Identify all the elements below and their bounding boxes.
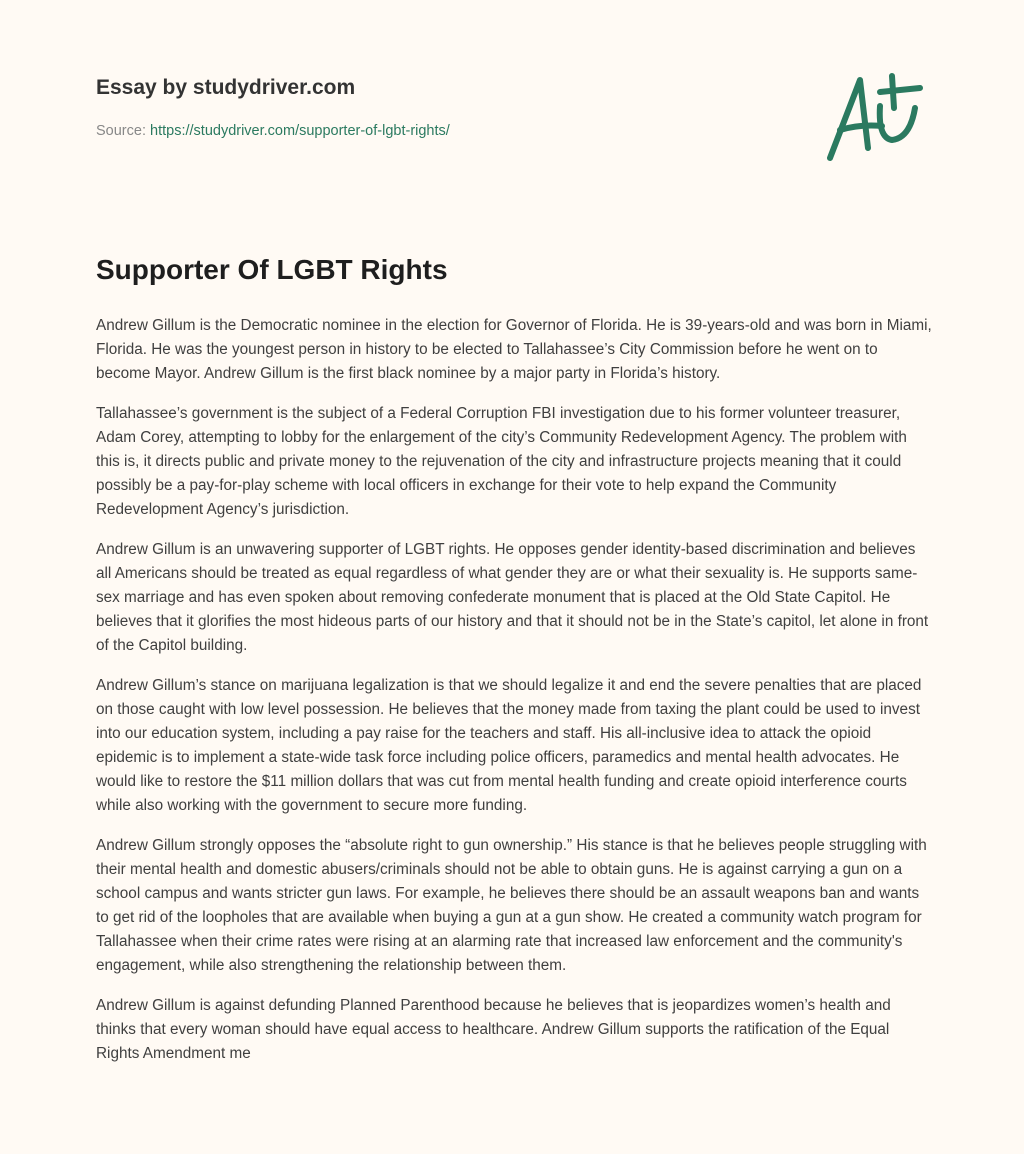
paragraph: Andrew Gillum is the Democratic nominee in the election for Governor of Florida. He is 39-years-old and was born in Miami, Florida. He was the youngest person in history to be elected to Tallahassee’s City Commission before he went on to become Mayor. Andrew Gillum is the first black nominee by a major party in Florida’s history. — [96, 317, 932, 382]
paragraph: Andrew Gillum is against defunding Planned Parenthood because he believes that is jeopardizes women’s health and thinks that every woman should have equal access to healthcare. Andrew Gillum supports the ratification of the Equal Rights Amendment me — [96, 997, 891, 1062]
source-line — [96, 123, 450, 139]
source-link[interactable]: https://studydriver.com/supporter-of-lgbt-rights/ — [150, 123, 450, 139]
paragraph: Andrew Gillum strongly opposes the “absolute right to gun ownership.” His stance is that he believes people struggling with their mental health and domestic abusers/criminals should not be able to obtain guns. He is against carrying a gun on a school campus and wants stricter gun laws. For example, he believes there should be an assault weapons ban and wants to get rid of the loopholes that are available when buying a gun at a gun show. He created a community watch program for Tallahassee when their crime rates were rising at an alarming rate that increased law enforcement and the community's engagement, while also strengthening the relationship between them. — [96, 837, 927, 974]
site-title: Essay by studydriver.com — [96, 76, 356, 99]
source-label: Source: — [96, 123, 146, 139]
essay-title: Supporter Of LGBT Rights — [96, 254, 448, 285]
paragraph: Tallahassee’s government is the subject of a Federal Corruption FBI investigation due to his former volunteer treasurer, Adam Corey, attempting to lobby for the enlargement of the city’s Community Redevelopment Agency. The problem with this is, it directs public and private money to the rejuvenation of the city and infrastructure projects meaning that it could possibly be a pay-for-play scheme with local officers in exchange for their vote to help expand the Community Redevelopment Agency’s jurisdiction. — [96, 405, 907, 518]
essay-body — [96, 314, 932, 1082]
paragraph: Andrew Gillum is an unwavering supporter of LGBT rights. He opposes gender identity-based discrimination and believes all Americans should be treated as equal regardless of what gender they are or what their sexuality is. He supports same-sex marriage and has even spoken about removing confederate monument that is placed at the Old State Capitol. He believes that it glorifies the most hideous parts of our history and that it should not be in the State’s capitol, let alone in front of the Capitol building. — [96, 541, 929, 654]
a-plus-logo-icon — [820, 68, 930, 168]
paragraph: Andrew Gillum’s stance on marijuana legalization is that we should legalize it and end the severe penalties that are placed on those caught with low level possession. He believes that the money made from taxing the plant could be used to invest into our education system, including a pay raise for the teachers and staff. His all-inclusive idea to attack the opioid epidemic is to implement a state-wide task force including police officers, paramedics and mental health advocates. He would like to restore the $11 million dollars that was cut from mental health funding and create opioid interference courts while also working with the government to secure more funding. — [96, 677, 922, 814]
